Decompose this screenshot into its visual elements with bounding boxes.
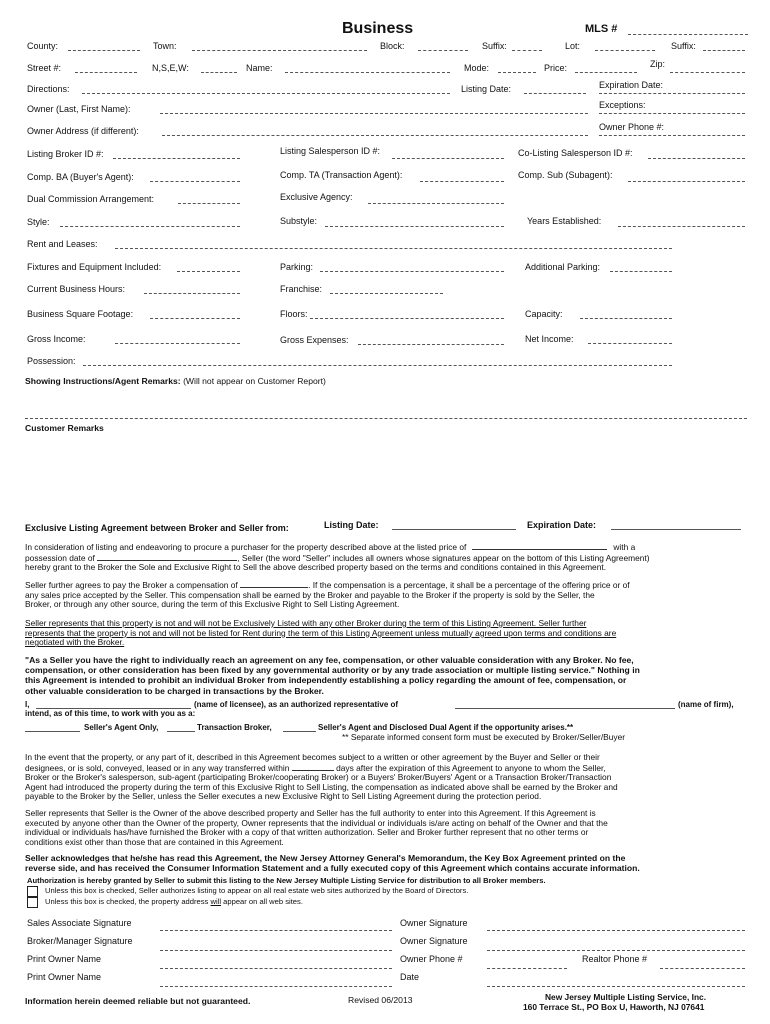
- form-title: Business: [342, 20, 414, 37]
- p4-line-4: other valuable consideration to be charged in transactions by the Broker.: [25, 685, 324, 696]
- comp-ba-field[interactable]: [150, 181, 240, 182]
- county-field[interactable]: [68, 50, 140, 51]
- transaction-broker-blank[interactable]: [167, 731, 195, 732]
- capacity-field[interactable]: [580, 318, 672, 319]
- dual-agent-option: Seller's Agent and Disclosed Dual Agent if the opportunity arises.**: [318, 723, 574, 732]
- owner-signature-label-2: Owner Signature: [400, 936, 468, 946]
- square-footage-label: Business Square Footage:: [27, 309, 134, 319]
- exclusive-agency-field[interactable]: [368, 203, 504, 204]
- print-owner-name-label-2: Print Owner Name: [27, 972, 102, 982]
- firm-text: (name of firm),: [678, 700, 734, 709]
- agreement-paragraph-5: [25, 753, 747, 802]
- lot-label: Lot:: [565, 41, 581, 51]
- listing-salesperson-id-label: Listing Salesperson ID #:: [280, 146, 381, 156]
- exclusive-agency-label: Exclusive Agency:: [280, 192, 353, 202]
- substyle-label: Substyle:: [280, 216, 318, 226]
- owner-phone-label: Owner Phone #:: [599, 122, 665, 132]
- p6-line-4: conditions exist other than those that are contained in this Agreement.: [25, 836, 284, 847]
- block-label: Block:: [380, 41, 405, 51]
- print-owner-name-field-1[interactable]: [160, 968, 392, 969]
- years-established-field[interactable]: [618, 226, 745, 227]
- years-established-label: Years Established:: [527, 216, 602, 226]
- footer-organization: New Jersey Multiple Listing Service, Inc.: [545, 992, 707, 1002]
- p5-line-2b: days after the expiration of this Agreement to anyone to whom the Seller,: [336, 762, 606, 773]
- owner-phone-field[interactable]: [599, 135, 745, 136]
- broker-manager-signature-field[interactable]: [160, 950, 392, 951]
- dual-commission-field[interactable]: [178, 203, 240, 204]
- owner-signature-label-1: Owner Signature: [400, 918, 468, 928]
- p6-line-2: executed by anyone other than the Owner of the property, Owner represents that the individual or individuals is/are acting on behalf of the Owner and that the: [25, 817, 608, 828]
- suffix-field-2[interactable]: [703, 50, 745, 51]
- address-display-checkbox[interactable]: [27, 897, 38, 908]
- p5-line-3: Broker or the Broker's salesperson, sub-agent (participating Broker/cooperating Broker) or a Buyers' Broker/Buyers' Agent or a Transaction Broker/Transaction: [25, 772, 612, 783]
- square-footage-field[interactable]: [150, 318, 240, 319]
- exceptions-label: Exceptions:: [599, 100, 646, 110]
- zip-label: Zip:: [650, 59, 666, 69]
- dual-commission-label: Dual Commission Arrangement:: [27, 194, 155, 204]
- owner-signature-field-2[interactable]: [487, 950, 745, 951]
- p2-line-1b: . If the compensation is a percentage, it shall be a percentage of the offering price or of: [308, 580, 630, 590]
- showing-instructions-field[interactable]: [25, 418, 747, 419]
- parking-field[interactable]: [320, 271, 504, 272]
- franchise-field[interactable]: [330, 293, 443, 294]
- showing-instructions-note: (Will not appear on Customer Report): [183, 376, 326, 386]
- owner-field[interactable]: [160, 113, 588, 114]
- p1-line-1: In consideration of listing and endeavoring to procure a purchaser for the property described above at the listed price of: [25, 542, 467, 552]
- town-label: Town:: [153, 41, 177, 51]
- seller-agent-only-option: Seller's Agent Only,: [84, 723, 159, 732]
- parking-label: Parking:: [280, 262, 314, 272]
- exceptions-field[interactable]: [599, 113, 745, 114]
- agreement-listing-date-field[interactable]: [392, 529, 516, 530]
- sales-associate-signature-label: Sales Associate Signature: [27, 918, 132, 928]
- additional-parking-field[interactable]: [610, 271, 672, 272]
- suffix-field-1[interactable]: [512, 50, 542, 51]
- licensee-text: (name of licensee), as an authorized representative of: [194, 700, 399, 709]
- firm-name-field[interactable]: [455, 708, 675, 709]
- p3-line-1: Seller represents that this property is not and will not be Exclusively Listed with any other Broker during the term of this Listing Agreement. Seller further: [25, 618, 587, 628]
- style-field[interactable]: [60, 226, 240, 227]
- fixtures-field[interactable]: [177, 271, 240, 272]
- showing-instructions-heading: [25, 376, 326, 386]
- directions-label: Directions:: [27, 84, 70, 94]
- owner-phone-signature-field[interactable]: [487, 968, 567, 969]
- agreement-paragraph-7: [25, 853, 747, 873]
- mode-field[interactable]: [498, 72, 536, 73]
- substyle-field[interactable]: [325, 226, 504, 227]
- print-owner-name-field-2[interactable]: [160, 986, 392, 987]
- gross-expenses-label: Gross Expenses:: [280, 335, 349, 345]
- date-field[interactable]: [487, 986, 745, 987]
- chk2-text-c: appear on all web sites.: [223, 897, 303, 906]
- owner-label: Owner (Last, First Name):: [27, 104, 131, 114]
- floors-field[interactable]: [310, 318, 504, 319]
- agreement-expiration-date-field[interactable]: [611, 529, 741, 530]
- p1-line-3: hereby grant to the Broker the Sole and Exclusive Right to Sell the above described property based on the terms and conditions contained in this Agreement.: [25, 562, 607, 573]
- dual-agent-blank[interactable]: [283, 731, 316, 732]
- street-label: Street #:: [27, 63, 62, 73]
- gross-income-field[interactable]: [115, 343, 240, 344]
- seller-agent-only-blank[interactable]: [25, 731, 80, 732]
- footer-revised: Revised 06/2013: [348, 995, 413, 1005]
- listing-broker-id-field[interactable]: [113, 158, 240, 159]
- realtor-phone-field[interactable]: [660, 968, 745, 969]
- p6-line-1: Seller represents that Seller is the Owner of the above described property and Seller has the full authority to enter into this Agreement. If this Agreement is: [25, 808, 596, 818]
- agreement-paragraph-1: [25, 542, 747, 573]
- agreement-heading: Exclusive Listing Agreement between Broker and Seller from:: [25, 523, 289, 533]
- p1-line-2b: , Seller (the word "Seller" includes all owners whose signatures appear on the bottom of this Listing Agreement): [237, 552, 650, 563]
- web-listing-checkbox-label: Unless this box is checked, Seller authorizes listing to appear on all real estate web sites authorized by the Board of Directors.: [45, 886, 469, 895]
- showing-instructions-label: Showing Instructions/Agent Remarks:: [25, 376, 181, 386]
- address-display-checkbox-label: [45, 897, 303, 906]
- owner-signature-field-1[interactable]: [487, 930, 745, 931]
- name-field[interactable]: [285, 72, 450, 73]
- comp-sub-label: Comp. Sub (Subagent):: [518, 170, 613, 180]
- agreement-paragraph-3: [25, 619, 747, 648]
- intend-text: intend, as of this time, to work with you as a:: [25, 709, 196, 718]
- street-field[interactable]: [75, 72, 137, 73]
- agreement-paragraph-4: [25, 655, 747, 696]
- nsew-field[interactable]: [201, 72, 237, 73]
- i-label: I,: [25, 700, 30, 709]
- gross-expenses-field[interactable]: [358, 344, 504, 345]
- price-label: Price:: [544, 63, 568, 73]
- listing-date-field[interactable]: [524, 93, 586, 94]
- mls-field[interactable]: [628, 34, 748, 35]
- customer-remarks-heading: Customer Remarks: [25, 423, 104, 433]
- p2-line-1a: Seller further agrees to pay the Broker a compensation of: [25, 580, 238, 590]
- p3-line-2: represents that the property is not and will not be listed for Rent during the term of this Listing Agreement unless mutually agreed upon terms and conditions are: [25, 627, 617, 638]
- p4-line-2: compensation, or other consideration has been fixed by any governmental authority or by any trade association or multiple listing service." Nothing in: [25, 665, 640, 676]
- style-label: Style:: [27, 217, 50, 227]
- p5-line-1: In the event that the property, or any part of it, described in this Agreement becomes subject to a written or other agreement by the Buyer and Seller or their: [25, 752, 600, 762]
- sales-associate-signature-field[interactable]: [160, 930, 392, 931]
- print-owner-name-label-1: Print Owner Name: [27, 954, 102, 964]
- comp-sub-field[interactable]: [628, 181, 745, 182]
- p6-line-3: individual or individuals has/have furnished the Broker with a copy of that written authorization. Seller and Broker further represent that no other terms or: [25, 827, 589, 838]
- rent-leases-label: Rent and Leases:: [27, 239, 98, 249]
- authorization-text: Authorization is hereby granted by Seller to submit this listing to the New Jersey Multiple Listing Service for distribution to all Broker members.: [27, 876, 546, 885]
- agreement-expiration-date-label: Expiration Date:: [527, 520, 597, 530]
- business-hours-label: Current Business Hours:: [27, 284, 126, 294]
- co-listing-salesperson-id-label: Co-Listing Salesperson ID #:: [518, 148, 633, 158]
- possession-field[interactable]: [83, 365, 672, 366]
- realtor-phone-label: Realtor Phone #: [582, 954, 648, 964]
- business-hours-field[interactable]: [144, 293, 240, 294]
- compensation-field[interactable]: [240, 580, 308, 588]
- p4-line-3: this Agreement is intended to prohibit an individual Broker from independently establishing a policy regarding the amount of fee, compensation, or: [25, 675, 627, 686]
- town-field[interactable]: [192, 50, 367, 51]
- web-listing-checkbox[interactable]: [27, 886, 38, 897]
- chk2-text-a: Unless this box is checked, the property address: [45, 897, 209, 906]
- agreement-paragraph-2: [25, 580, 747, 610]
- suffix-label-1: Suffix:: [482, 41, 507, 51]
- protection-days-field[interactable]: [292, 763, 334, 771]
- consent-note: ** Separate informed consent form must be executed by Broker/Seller/Buyer: [342, 732, 626, 742]
- capacity-label: Capacity:: [525, 309, 563, 319]
- p5-line-2a: designees, or is sold, conveyed, leased or in any way transferred within: [25, 762, 290, 773]
- comp-ba-label: Comp. BA (Buyer's Agent):: [27, 172, 134, 182]
- possession-label: Possession:: [27, 356, 76, 366]
- p5-line-5: payable to the Broker by the Seller, unless the Seller executes a new Exclusive Right to Sell Listing Agreement during the protection period.: [25, 791, 542, 802]
- zip-field[interactable]: [670, 72, 745, 73]
- listing-date-label: Listing Date:: [461, 84, 512, 94]
- p7-line-2: reverse side, and has received the Consumer Information Statement and a fully executed copy of this Agreement which contains accurate information.: [25, 863, 640, 873]
- transaction-broker-option: Transaction Broker,: [197, 723, 272, 732]
- comp-ta-field[interactable]: [420, 181, 504, 182]
- broker-manager-signature-label: Broker/Manager Signature: [27, 936, 133, 946]
- agreement-listing-date-label: Listing Date:: [324, 520, 379, 530]
- franchise-label: Franchise:: [280, 284, 323, 294]
- expiration-date-field[interactable]: [599, 93, 745, 94]
- gross-income-label: Gross Income:: [27, 334, 86, 344]
- possession-date-field[interactable]: [97, 553, 237, 561]
- date-label: Date: [400, 972, 420, 982]
- co-listing-salesperson-id-field[interactable]: [648, 158, 745, 159]
- footer-address: 160 Terrace St., PO Box U, Haworth, NJ 07641: [523, 1002, 705, 1012]
- additional-parking-label: Additional Parking:: [525, 262, 601, 272]
- comp-ta-label: Comp. TA (Transaction Agent):: [280, 170, 403, 180]
- p4-line-1: "As a Seller you have the right to individually reach an agreement on any fee, compensation, or other valuable consideration with any Broker. No fee,: [25, 655, 634, 665]
- mls-label: MLS #: [585, 23, 618, 35]
- p3-line-3: negotiated with the Broker.: [25, 637, 125, 648]
- mode-label: Mode:: [464, 63, 490, 73]
- directions-field[interactable]: [82, 93, 450, 94]
- net-income-label: Net Income:: [525, 334, 574, 344]
- agreement-paragraph-6: [25, 809, 747, 847]
- p2-line-3: Broker, or through any other source, during the term of this Exclusive Right to Sell Listing Agreement.: [25, 599, 400, 610]
- p1-line-2a: possession date of: [25, 552, 95, 563]
- rent-leases-field[interactable]: [115, 248, 672, 249]
- block-field[interactable]: [418, 50, 468, 51]
- nsew-label: N,S,E,W:: [152, 63, 189, 73]
- chk2-text-will: will: [210, 897, 222, 906]
- footer-disclaimer: Information herein deemed reliable but not guaranteed.: [25, 996, 251, 1006]
- p7-line-1: Seller acknowledges that he/she has read this Agreement, the New Jersey Attorney General's Memorandum, the Key Box Agreement printed on the: [25, 853, 626, 863]
- customer-remarks-area[interactable]: [25, 436, 747, 516]
- fixtures-label: Fixtures and Equipment Included:: [27, 262, 162, 272]
- county-label: County:: [27, 41, 59, 51]
- p2-line-2: any sales price accepted by the Seller. This compensation shall be earned by the Broker and payable to the Broker if the property is sold by the Seller, the: [25, 589, 595, 600]
- expiration-date-label: Expiration Date:: [599, 80, 664, 90]
- p1-with: with a: [613, 542, 636, 552]
- floors-label: Floors:: [280, 309, 308, 319]
- p5-line-4: Agent had introduced the property during the term of this Exclusive Right to Sell Listing, the compensation as indicated above shall be earned by the Broker and: [25, 781, 618, 792]
- listing-broker-id-label: Listing Broker ID #:: [27, 149, 104, 159]
- owner-address-field[interactable]: [162, 135, 588, 136]
- price-field[interactable]: [575, 72, 637, 73]
- listed-price-field[interactable]: [472, 542, 607, 550]
- suffix-label-2: Suffix:: [671, 41, 696, 51]
- lot-field[interactable]: [595, 50, 655, 51]
- listing-salesperson-id-field[interactable]: [392, 158, 504, 159]
- owner-address-label: Owner Address (if different):: [27, 126, 139, 136]
- owner-phone-signature-label: Owner Phone #: [400, 954, 463, 964]
- name-label: Name:: [246, 63, 273, 73]
- net-income-field[interactable]: [588, 343, 672, 344]
